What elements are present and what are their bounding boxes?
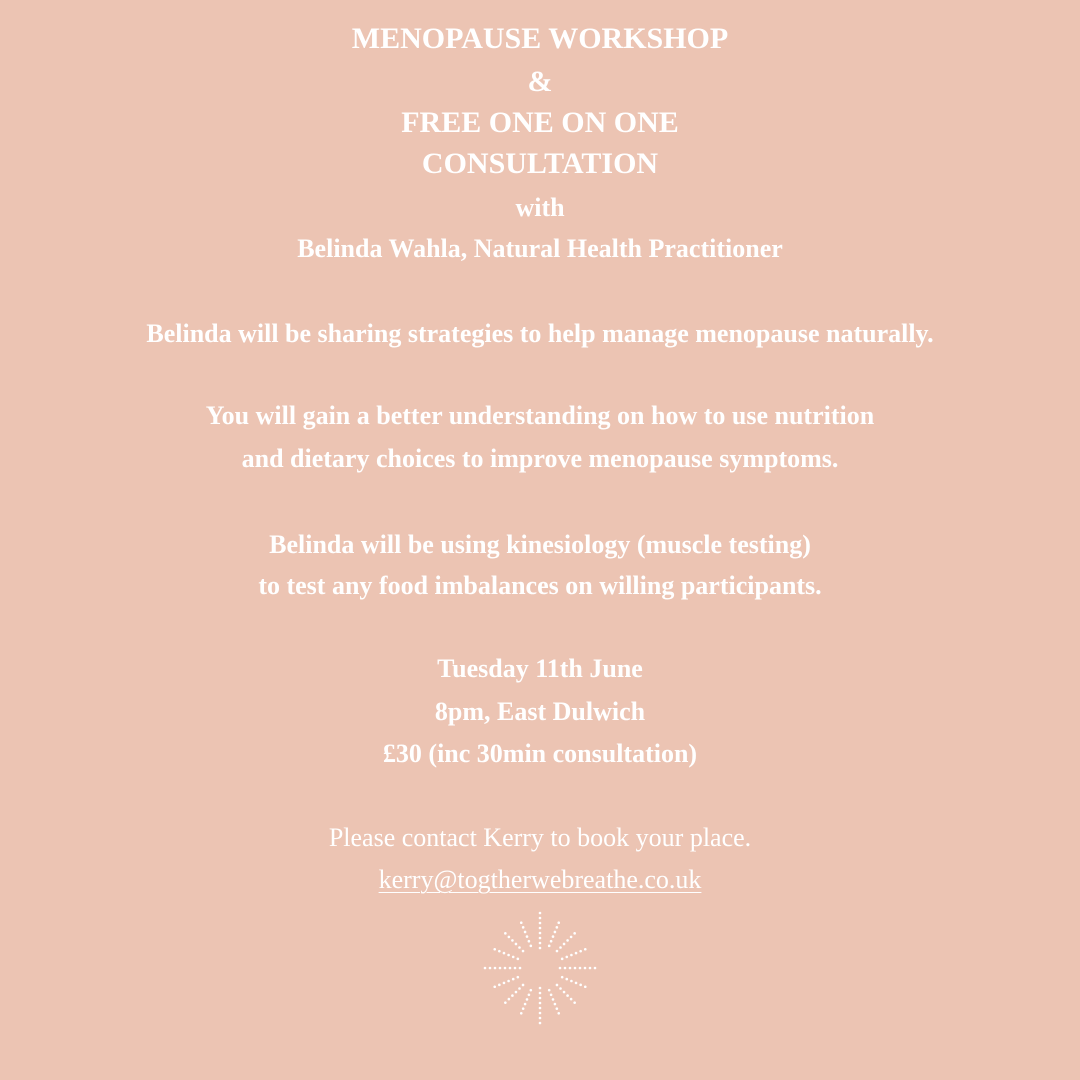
sun-ray-dot [507, 980, 510, 983]
sun-ray-dot [565, 978, 568, 981]
sun-ray-dot [524, 931, 527, 934]
sun-ray-dot [539, 1007, 542, 1010]
sun-ray-dot [539, 917, 542, 920]
contact-text: Please contact Kerry to book your place. [328, 823, 752, 852]
sun-ray-dot [575, 952, 578, 955]
sun-ray-dot [519, 967, 522, 970]
sun-ray-dot [559, 967, 562, 970]
sun-ray-dot [574, 967, 577, 970]
sun-ray-dot [564, 967, 567, 970]
sun-ray-dot [584, 967, 587, 970]
sun-ray-dot [539, 992, 542, 995]
sun-ray-dot [570, 980, 573, 983]
sun-ray-dot [550, 940, 553, 943]
sun-ray-dot [522, 984, 525, 987]
sun-ray-dot [539, 987, 542, 990]
sun-ray-dot [515, 991, 518, 994]
title-line-workshop: MENOPAUSE WORKSHOP [351, 22, 729, 55]
sun-ray-dot [524, 1003, 527, 1006]
sun-ray-dot [579, 984, 582, 987]
contact-email-link[interactable]: kerry@togtherwebreathe.co.uk [378, 865, 702, 894]
sun-ray-dot [563, 943, 566, 946]
sun-ray-dot [556, 984, 559, 987]
sun-ray-dot [517, 958, 520, 961]
kinesiology-line-1: Belinda will be using kinesiology (muscle testing) [269, 530, 811, 559]
sun-ray-dot [489, 967, 492, 970]
sun-ray-dot [517, 976, 520, 979]
dotted-sun-icon [480, 908, 600, 1028]
sun-ray-dot [559, 987, 562, 990]
sun-ray-dot [511, 994, 514, 997]
sun-ray-dot [539, 1012, 542, 1015]
sun-ray-dot [526, 935, 529, 938]
sun-ray-dot [584, 985, 587, 988]
sun-ray-dot [493, 948, 496, 951]
sun-ray-dot [518, 987, 521, 990]
sun-ray-dot [539, 997, 542, 1000]
event-time-location: 8pm, East Dulwich [434, 697, 646, 726]
sun-ray-dot [503, 982, 506, 985]
sun-ray-dot [498, 950, 501, 953]
sun-ray-dot [511, 939, 514, 942]
sun-ray-dot [539, 937, 542, 940]
sun-ray-dot [539, 1017, 542, 1020]
sun-ray-dot [566, 994, 569, 997]
sun-ray-dot [550, 993, 553, 996]
sun-ray-dot [530, 945, 533, 948]
sun-ray-dot [539, 922, 542, 925]
event-date: Tuesday 11th June [437, 654, 643, 683]
sun-ray-dot [539, 927, 542, 930]
sun-ray-dot [499, 967, 502, 970]
sun-ray-dot [561, 976, 564, 979]
sun-ray-dot [522, 926, 525, 929]
sun-ray-dot [579, 967, 582, 970]
sun-ray-dot [594, 967, 597, 970]
kinesiology-line-2: to test any food imbalances on willing participants. [258, 571, 822, 600]
sun-ray-dot [507, 954, 510, 957]
sun-ray-dot [539, 947, 542, 950]
sun-ray-dot [512, 956, 515, 959]
sun-ray-dot [584, 948, 587, 951]
strategies-paragraph: Belinda will be sharing strategies to help manage menopause naturally. [146, 319, 934, 348]
sun-ray-dot [504, 932, 507, 935]
sun-ray-dot [512, 978, 515, 981]
sun-ray-dot [520, 921, 523, 924]
sun-ray-dot [554, 931, 557, 934]
title-line-consultation: CONSULTATION [421, 147, 659, 180]
sun-ray-dot [515, 943, 518, 946]
sun-ray-dot [559, 946, 562, 949]
sun-ray-dot [504, 967, 507, 970]
practitioner-line: Belinda Wahla, Natural Health Practitioner [297, 234, 783, 263]
sun-ray-dot [569, 967, 572, 970]
sun-ray-dot [548, 989, 551, 992]
sun-ray-dot [552, 935, 555, 938]
sun-ray-dot [522, 1007, 525, 1010]
sun-ray-dot [539, 942, 542, 945]
nutrition-line-2: and dietary choices to improve menopause symptoms. [241, 444, 839, 473]
sun-ray-dot [552, 998, 555, 1001]
sun-ray-dot [539, 912, 542, 915]
sun-ray-dot [539, 1022, 542, 1025]
sun-ray-dot [509, 967, 512, 970]
sun-ray-dot [570, 998, 573, 1001]
sun-ray-dot [570, 954, 573, 957]
sun-ray-dot [554, 1003, 557, 1006]
sun-ray-dot [530, 989, 533, 992]
sun-ray-dot [579, 950, 582, 953]
sun-ray-dot [508, 936, 511, 939]
sun-ray-dot [556, 950, 559, 953]
sun-ray-dot [522, 950, 525, 953]
sun-ray-dot [484, 967, 487, 970]
sun-ray-dot [526, 998, 529, 1001]
sun-ray-dot [539, 1002, 542, 1005]
sun-ray-dot [504, 1001, 507, 1004]
sun-ray-dot [520, 1012, 523, 1015]
sun-ray-dot [508, 998, 511, 1001]
sun-ray-dot [548, 945, 551, 948]
with-line: with [515, 193, 565, 222]
sun-ray-dot [589, 967, 592, 970]
sun-ray-dot [539, 932, 542, 935]
sun-ray-dot [573, 932, 576, 935]
sun-ray-dot [528, 993, 531, 996]
title-line-ampersand: & [527, 65, 553, 98]
sun-ray-dot [514, 967, 517, 970]
event-price: £30 (inc 30min consultation) [382, 739, 698, 768]
nutrition-line-1: You will gain a better understanding on how to use nutrition [205, 401, 875, 430]
sun-ray-dot [494, 967, 497, 970]
sun-ray-dot [556, 926, 559, 929]
sun-ray-dot [570, 936, 573, 939]
sun-ray-dot [565, 956, 568, 959]
sun-ray-dot [575, 982, 578, 985]
sun-ray-dot [518, 946, 521, 949]
sun-ray-dot [566, 939, 569, 942]
sun-ray-dot [503, 952, 506, 955]
sun-ray-dot [573, 1001, 576, 1004]
sun-ray-dot [556, 1007, 559, 1010]
sun-ray-dot [557, 1012, 560, 1015]
sun-ray-dot [528, 940, 531, 943]
title-line-free-consultation: FREE ONE ON ONE [401, 106, 679, 139]
sun-ray-dot [498, 984, 501, 987]
sun-ray-dot [557, 921, 560, 924]
sun-ray-dot [561, 958, 564, 961]
sun-ray-dot [563, 991, 566, 994]
sun-ray-dot [493, 985, 496, 988]
